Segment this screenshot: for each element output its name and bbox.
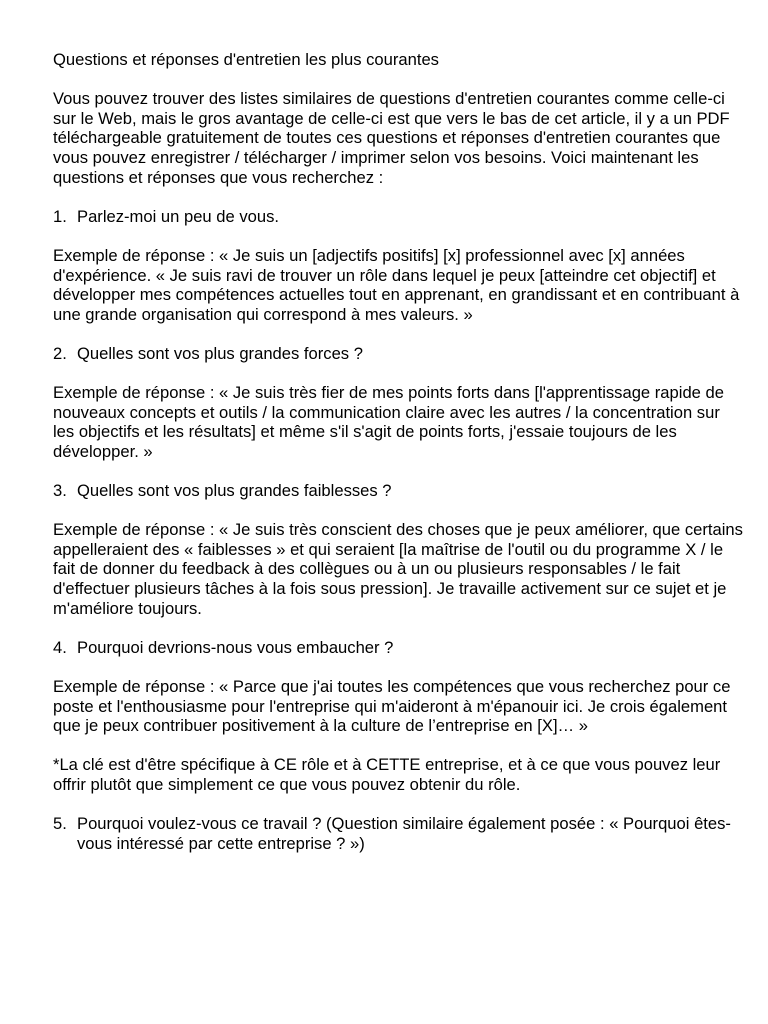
question-number: 3. — [53, 481, 67, 501]
question-3 — [53, 481, 743, 501]
document-page — [53, 50, 743, 873]
question-text: Quelles sont vos plus grandes forces ? — [77, 343, 363, 363]
question-number: 2. — [53, 343, 67, 363]
question-text: Pourquoi devrions-nous vous embaucher ? — [77, 637, 394, 657]
answer-1: Exemple de réponse : « Je suis un [adjectifs positifs] [x] professionnel avec [x] années d'expérience. « Je suis ravi de trouver un rôle dans lequel je peux [atteindre cet objectif] et développer mes compétences actuelles tout en apprenant, en grandissant et en contribuant à une grande organisation qui correspond à mes valeurs. » — [53, 245, 740, 324]
note-4: *La clé est d'être spécifique à CE rôle et à CETTE entreprise, et à ce que vous pouvez leur offrir plutôt que simplement ce que vous pouvez obtenir du rôle. — [53, 755, 721, 794]
answer-4: Exemple de réponse : « Parce que j'ai toutes les compétences que vous recherchez pour ce poste et l'enthousiasme pour l'entreprise qui m'aideront à m'épanouir ici. Je crois également que je peux contribuer positivement à la culture de l’entreprise en [X]… » — [53, 677, 731, 736]
question-4 — [53, 638, 743, 658]
question-2 — [53, 344, 743, 364]
question-text: Pourquoi voulez-vous ce travail ? (Question similaire également posée : « Pourquoi êtes-vous intéressé par cette entreprise ? ») — [77, 814, 731, 853]
question-text: Parlez-moi un peu de vous. — [77, 206, 280, 226]
answer-2: Exemple de réponse : « Je suis très fier de mes points forts dans [l'apprentissage rapide de nouveaux concepts et outils / la communication claire avec les autres / la concentration sur les objectifs et les résultats] et même s'il s'agit de points forts, j'essaie toujours de les développer. » — [53, 383, 724, 461]
question-number: 1. — [53, 206, 67, 226]
document-title: Questions et réponses d'entretien les plus courantes — [53, 50, 439, 69]
intro-paragraph: Vous pouvez trouver des listes similaires de questions d'entretien courantes comme celle-ci sur le Web, mais le gros avantage de celle-ci est que vers le bas de cet article, il y a un PDF téléchargeable gratuitement de toutes ces questions et réponses d'entretien courantes que vous pouvez enregistrer / télécharger / imprimer selon vos besoins. Voici maintenant les questions et réponses que vous recherchez : — [53, 89, 730, 187]
question-number: 4. — [53, 637, 67, 657]
answer-3: Exemple de réponse : « Je suis très conscient des choses que je peux améliorer, que certains appelleraient des « faiblesses » et qui seraient [la maîtrise de l'outil ou du programme X / le fait de donner du feedback à des collègues ou à un ou plusieurs responsables / le fait d'effectuer plusieurs tâches à la fois sous pression]. Je travaille activement sur ce sujet et je m'améliore toujours. — [53, 520, 743, 618]
question-5 — [53, 814, 743, 853]
question-text: Quelles sont vos plus grandes faiblesses ? — [77, 481, 392, 501]
question-1 — [53, 207, 743, 227]
question-number: 5. — [53, 814, 67, 834]
